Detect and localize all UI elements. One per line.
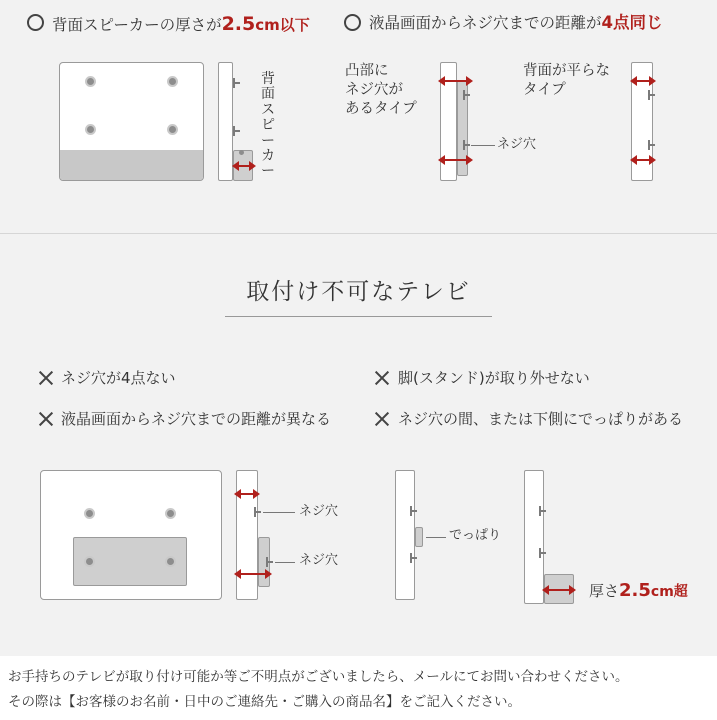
screw-hole-label-2: ネジ穴 [299, 553, 339, 568]
bump-tv-side [395, 470, 415, 600]
distance-arrow-top [632, 80, 654, 82]
distance-arrow-bottom [632, 159, 654, 161]
thickness-unit: cm超 [650, 584, 688, 600]
screw-icon [254, 507, 259, 517]
bump-label: でっぱり [449, 528, 502, 543]
section-title: 取付け不可なテレビ [246, 279, 471, 305]
screw-icon [463, 90, 468, 100]
screw-icon [648, 140, 653, 150]
condition-1-unit: cm以下 [255, 16, 310, 34]
screw-icon [463, 140, 468, 150]
protrusion-type-label [345, 62, 417, 119]
ng-x-icon [38, 370, 54, 386]
ng-item-left-1: ネジ穴が4点ない [61, 369, 176, 387]
condition-1-text [52, 13, 310, 36]
ng-item-right-1: 脚(スタンド)が取り外せない [398, 369, 590, 387]
screw-hole-dot [165, 556, 176, 567]
thickness-value: 2.5 [619, 580, 651, 601]
section-divider [0, 233, 717, 234]
screw-icon [539, 548, 544, 558]
flat-label-line-2: タイプ [523, 81, 566, 98]
ng-item-right-2: ネジ穴の間、または下側にでっぱりがある [398, 410, 684, 428]
screw-icon [233, 126, 238, 136]
tv-front-diagram [59, 62, 204, 181]
screw-icon [410, 553, 415, 563]
screw-icon [410, 506, 415, 516]
screw-hole-label: ネジ穴 [497, 137, 537, 152]
thickness-arrow [544, 589, 574, 591]
condition-2-text [369, 13, 663, 33]
condition-2-prefix: 液晶画面からネジ穴までの距離が [369, 14, 602, 32]
distance-arrow-top [236, 493, 258, 495]
screw-hole-leader-line [471, 145, 495, 146]
leader-line [426, 537, 446, 538]
condition-1-highlight: 2.5 [221, 13, 256, 35]
thickness-label [589, 580, 688, 602]
leader-line [263, 512, 295, 513]
protrusion-label-line-1: 凸部に [345, 63, 389, 79]
leader-line [275, 562, 295, 563]
screw-icon [539, 506, 544, 516]
screw-hole-label-1: ネジ穴 [299, 504, 339, 519]
bump-block [415, 527, 423, 547]
thickness-prefix: 厚さ [589, 582, 620, 600]
footer-line-2: その際は【お客様のお名前・日中のご連絡先・ご購入の商品名】をご記入ください。 [8, 694, 521, 710]
condition-1-circle-icon [27, 14, 44, 31]
speaker-dot [239, 150, 244, 155]
footer-note [0, 656, 717, 720]
rear-speaker-label: 背面スピーカー [261, 71, 275, 180]
screw-icon [648, 90, 653, 100]
tv-side-diagram [218, 62, 233, 181]
screw-hole-dot [85, 76, 96, 87]
screw-hole-dot [84, 556, 95, 567]
condition-1-prefix: 背面スピーカーの厚さが [52, 16, 222, 34]
screw-hole-dot [84, 508, 95, 519]
distance-arrow-bottom [440, 159, 471, 161]
thickness-arrow [234, 165, 254, 167]
section-title-underline [225, 316, 492, 317]
screw-icon [233, 78, 238, 88]
flat-type-label [523, 62, 610, 100]
footer-line-1: お手持ちのテレビが取り付け可能か等ご不明点がございましたら、メールにてお問い合わせください。 [8, 669, 629, 685]
ng-item-left-2: 液晶画面からネジ穴までの距離が異なる [61, 410, 332, 428]
ng-x-icon [374, 411, 390, 427]
distance-arrow-top [440, 80, 471, 82]
screw-icon [266, 557, 271, 567]
screw-hole-dot [167, 76, 178, 87]
condition-2-circle-icon [344, 14, 361, 31]
ng-x-icon [374, 370, 390, 386]
flat-label-line-1: 背面が平らな [523, 63, 610, 79]
screw-hole-dot [165, 508, 176, 519]
screw-hole-dot [167, 124, 178, 135]
ng-x-icon [38, 411, 54, 427]
screw-hole-dot [85, 124, 96, 135]
protrusion-label-line-2: ネジ穴が [345, 81, 403, 98]
protrusion-label-line-3: あるタイプ [345, 100, 417, 117]
thick-tv-side [524, 470, 544, 604]
distance-arrow-bottom [236, 573, 270, 575]
rear-speaker-band [60, 150, 204, 181]
condition-2-highlight: 4点同じ [601, 13, 663, 32]
